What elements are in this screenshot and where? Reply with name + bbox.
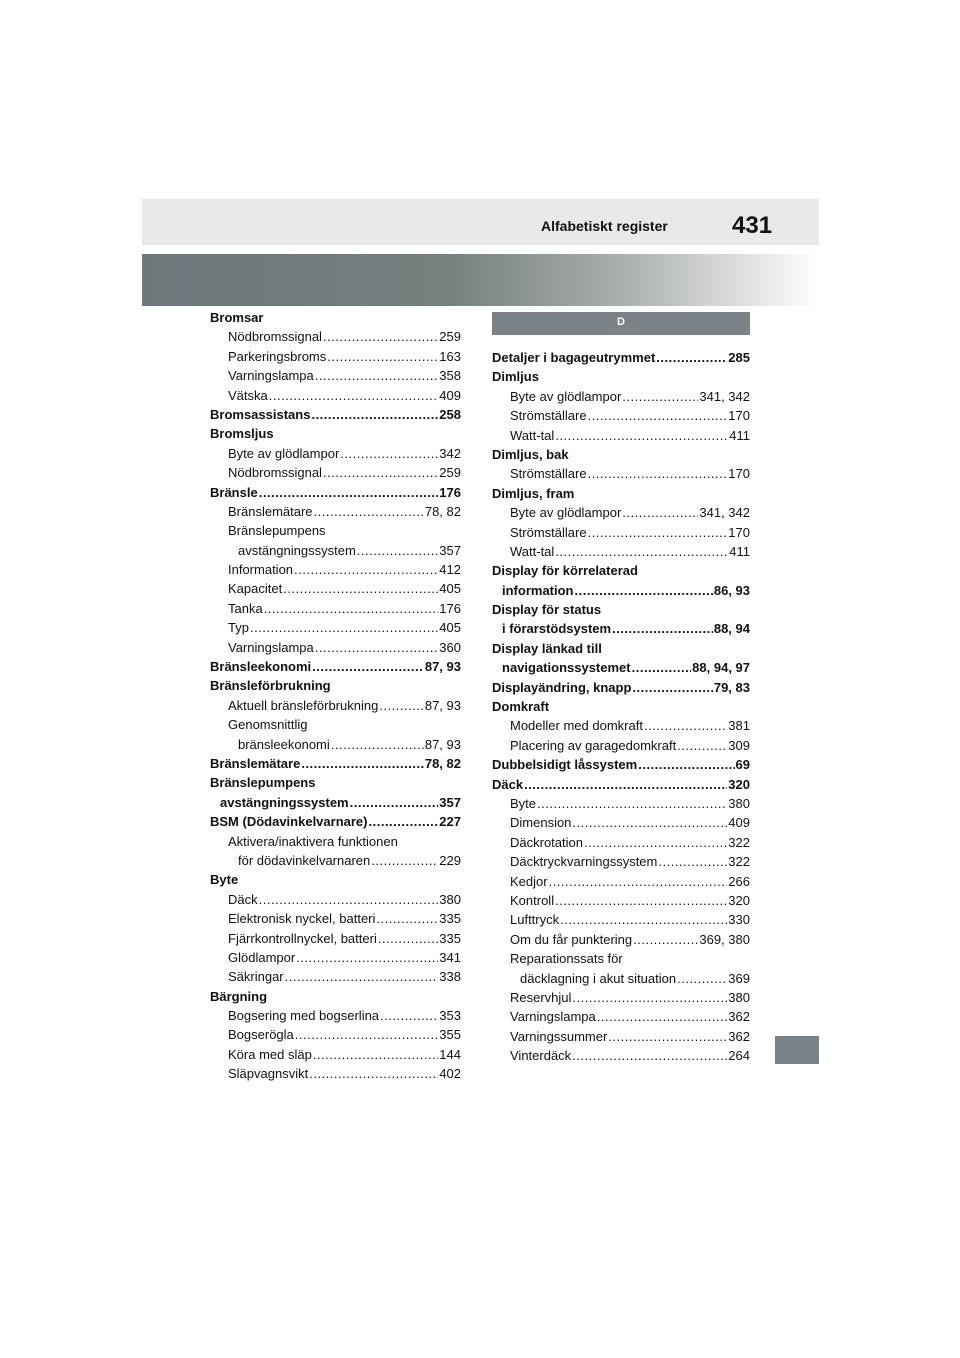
dot-leader: [376, 909, 438, 928]
index-entry-term: Bränslepumpens: [210, 775, 316, 791]
index-entry-term: Nödbromssignal: [228, 465, 322, 481]
index-entry-page-ref: 79, 83: [713, 679, 750, 695]
dot-leader: [560, 910, 727, 929]
index-entry: [210, 715, 461, 734]
dot-leader: [588, 406, 728, 425]
index-entry-term: Parkeringsbroms: [228, 348, 327, 364]
index-entry-page-ref: 341, 342: [699, 505, 750, 521]
index-entry: [210, 870, 461, 889]
index-entry: [210, 560, 461, 579]
index-entry: [210, 832, 461, 851]
index-entry: [492, 755, 750, 774]
index-entry-term: Bärgning: [210, 988, 268, 1004]
index-entry: [210, 1045, 461, 1064]
index-entry-page-ref: 87, 93: [424, 659, 461, 675]
index-entry-page-ref: 338: [439, 969, 461, 985]
index-entry: [210, 521, 461, 540]
index-entry-term: Strömställare: [510, 408, 587, 424]
index-entry-page-ref: 78, 82: [424, 755, 461, 771]
index-entry-page-ref: 88, 94, 97: [692, 660, 750, 676]
index-entry-page-ref: 309: [728, 737, 750, 753]
index-entry-term: Genomsnittlig: [228, 717, 308, 733]
index-entry-term: Köra med släp: [228, 1046, 312, 1062]
index-entry-page-ref: 369: [728, 970, 750, 986]
dot-leader: [572, 1046, 727, 1065]
dot-leader: [264, 599, 439, 618]
index-entry: [210, 405, 461, 424]
index-entry-page-ref: 411: [729, 427, 750, 443]
index-entry: [492, 949, 750, 968]
index-entry: [492, 619, 750, 638]
dot-leader: [315, 638, 439, 657]
dot-leader: [584, 833, 727, 852]
index-entry-page-ref: 362: [728, 1028, 750, 1044]
dot-leader: [323, 463, 438, 482]
dot-leader: [612, 619, 713, 638]
index-entry: [492, 581, 750, 600]
dot-leader: [314, 502, 424, 521]
dot-leader: [658, 852, 727, 871]
index-entry: [210, 483, 461, 502]
dot-leader: [622, 387, 698, 406]
index-entry-term: Däcktryckvarningssystem: [510, 854, 658, 870]
dot-leader: [524, 775, 727, 794]
index-entry-term: Bromsar: [210, 310, 264, 325]
index-entry-term: navigationssystemet: [502, 660, 631, 676]
index-entry: [210, 579, 461, 598]
index-entry-term: Bränsleekonomi: [210, 659, 312, 675]
index-entry-page-ref: 412: [439, 562, 461, 578]
index-entry-term: Reparationssats för: [510, 951, 623, 967]
index-entry-page-ref: 78, 82: [424, 503, 461, 519]
index-entry-term: Varningslampa: [228, 639, 314, 655]
index-entry: [492, 367, 750, 386]
index-entry: [210, 793, 461, 812]
dot-leader: [357, 541, 439, 560]
index-entry: [492, 600, 750, 619]
section-letter-tab: D: [492, 312, 750, 335]
index-entry-term: Display länkad till: [492, 640, 602, 656]
index-entry-page-ref: 229: [439, 852, 461, 868]
index-entry-page-ref: 259: [439, 329, 461, 345]
index-entry-page-ref: 411: [729, 543, 750, 559]
index-entry-term: Släpvagnsvikt: [228, 1066, 309, 1082]
index-entry: [210, 424, 461, 443]
dot-leader: [295, 1025, 439, 1044]
index-entry-term: däcklagning i akut situation: [520, 970, 677, 986]
dot-leader: [312, 657, 424, 676]
page-title: Alfabetiskt register: [541, 218, 668, 234]
dot-leader: [371, 851, 438, 870]
dot-leader: [572, 813, 727, 832]
dot-leader: [555, 891, 727, 910]
index-entry: [210, 890, 461, 909]
index-entry-term: information: [502, 582, 574, 598]
index-entry-page-ref: 330: [728, 912, 750, 928]
index-entry: [492, 484, 750, 503]
index-entry-page-ref: 259: [439, 465, 461, 481]
index-entry-term: Aktuell bränsleförbrukning: [228, 697, 379, 713]
index-entry-term: Dimension: [510, 815, 572, 831]
index-entry-page-ref: 357: [439, 794, 461, 810]
index-entry: [492, 988, 750, 1007]
dot-leader: [259, 483, 439, 502]
index-entry-term: i förarstödsystem: [502, 621, 612, 637]
index-entry-page-ref: 355: [439, 1027, 461, 1043]
index-entry-term: Watt-tal: [510, 543, 555, 559]
index-entry-page-ref: 369, 380: [699, 931, 750, 947]
dot-leader: [555, 426, 728, 445]
index-entry-page-ref: 227: [439, 814, 461, 830]
index-entry: [492, 775, 750, 794]
dot-leader: [294, 560, 438, 579]
index-entry-term: Nödbromssignal: [228, 329, 322, 345]
index-entry-page-ref: 320: [728, 776, 750, 792]
index-entry: [210, 909, 461, 928]
index-entry-page-ref: 264: [728, 1048, 750, 1064]
page-number: 431: [732, 212, 773, 239]
index-entry-page-ref: 170: [728, 524, 750, 540]
dot-leader: [677, 736, 727, 755]
dot-leader: [315, 366, 439, 385]
index-entry-page-ref: 335: [439, 911, 461, 927]
index-entry-term: Varningssummer: [510, 1028, 608, 1044]
index-entry-term: Vinterdäck: [510, 1048, 572, 1064]
index-entry: [492, 445, 750, 464]
index-entry-term: Strömställare: [510, 466, 587, 482]
index-entry-term: Varningslampa: [510, 1009, 596, 1025]
dot-leader: [331, 735, 424, 754]
index-entry: [210, 967, 461, 986]
index-entry-term: Display för status: [492, 602, 602, 618]
index-entry: [210, 347, 461, 366]
index-entry: [210, 386, 461, 405]
dot-leader: [378, 929, 438, 948]
index-entry: [210, 366, 461, 385]
index-entry: [492, 716, 750, 735]
index-column-right: [492, 348, 750, 1065]
dot-leader: [632, 678, 712, 697]
index-entry: [210, 735, 461, 754]
index-entry-term: Glödlampor: [228, 949, 296, 965]
index-entry-term: Däckrotation: [510, 834, 583, 850]
index-entry: [492, 736, 750, 755]
index-entry-page-ref: 87, 93: [424, 736, 461, 752]
index-entry-page-ref: 86, 93: [713, 582, 750, 598]
index-entry-term: Watt-tal: [510, 427, 555, 443]
decorative-band: [142, 254, 819, 306]
index-entry-term: Säkringar: [228, 969, 284, 985]
index-entry-page-ref: 322: [728, 854, 750, 870]
index-entry-page-ref: 402: [439, 1066, 461, 1082]
index-entry-term: Vätska: [228, 387, 268, 403]
index-entry-page-ref: 170: [728, 466, 750, 482]
dot-leader: [597, 1007, 728, 1026]
index-entry: [210, 754, 461, 773]
dot-leader: [313, 1045, 438, 1064]
index-entry: [492, 387, 750, 406]
index-entry: [492, 969, 750, 988]
index-entry-page-ref: 362: [728, 1009, 750, 1025]
index-entry-term: Byte: [210, 872, 239, 888]
index-entry: [210, 851, 461, 870]
index-entry-page-ref: 88, 94: [713, 621, 750, 637]
index-entry-term: bränsleekonomi: [238, 736, 330, 752]
index-entry-term: Bränsle: [210, 484, 258, 500]
index-entry: [210, 308, 461, 327]
index-entry-page-ref: 380: [439, 891, 461, 907]
index-entry-page-ref: 353: [439, 1008, 461, 1024]
dot-leader: [259, 890, 439, 909]
index-entry: [492, 542, 750, 561]
index-entry: [492, 426, 750, 445]
index-entry-page-ref: 380: [728, 795, 750, 811]
index-entry-term: Byte av glödlampor: [510, 505, 622, 521]
dot-leader: [250, 618, 438, 637]
index-entry: [492, 639, 750, 658]
index-entry: [492, 852, 750, 871]
index-entry: [210, 948, 461, 967]
index-entry: [210, 929, 461, 948]
index-entry-page-ref: 409: [728, 815, 750, 831]
index-entry-page-ref: 69: [735, 757, 750, 773]
dot-leader: [380, 1006, 438, 1025]
index-entry-page-ref: 341: [439, 949, 461, 965]
index-entry: [492, 910, 750, 929]
dot-leader: [622, 503, 698, 522]
index-entry: [210, 773, 461, 792]
index-entry: [210, 812, 461, 831]
index-entry-term: Bromsljus: [210, 426, 274, 442]
dot-leader: [323, 327, 438, 346]
index-entry-term: Information: [228, 562, 294, 578]
index-entry: [210, 541, 461, 560]
index-entry-page-ref: 285: [728, 350, 750, 365]
dot-leader: [677, 969, 727, 988]
index-entry-term: avstängningssystem: [220, 794, 349, 810]
dot-leader: [309, 1064, 438, 1083]
index-entry: [210, 1064, 461, 1083]
dot-leader: [350, 793, 439, 812]
index-entry-term: Aktivera/inaktivera funktionen: [228, 833, 398, 849]
index-entry-term: Modeller med domkraft: [510, 718, 643, 734]
dot-leader: [340, 444, 438, 463]
index-entry-term: Byte: [510, 795, 537, 811]
dot-leader: [632, 658, 692, 677]
dot-leader: [588, 523, 728, 542]
index-entry: [492, 930, 750, 949]
dot-leader: [283, 579, 438, 598]
index-entry-term: Kontroll: [510, 892, 555, 908]
index-entry-term: Tanka: [228, 600, 263, 616]
index-entry: [210, 463, 461, 482]
index-entry-page-ref: 405: [439, 620, 461, 636]
index-entry-term: Dimljus, fram: [492, 485, 575, 501]
index-entry-term: Om du får punktering: [510, 931, 633, 947]
index-entry-page-ref: 335: [439, 930, 461, 946]
dot-leader: [369, 812, 439, 831]
index-entry: [210, 327, 461, 346]
dot-leader: [644, 716, 727, 735]
index-entry: [492, 561, 750, 580]
index-entry: [492, 503, 750, 522]
index-entry: [492, 464, 750, 483]
index-entry-term: Bogserögla: [228, 1027, 294, 1043]
index-entry-term: Dimljus, bak: [492, 446, 569, 462]
index-entry: [492, 523, 750, 542]
index-entry-term: för dödavinkelvarnaren: [238, 852, 371, 868]
index-entry-term: avstängningssystem: [238, 542, 356, 558]
index-entry: [492, 833, 750, 852]
index-entry-term: Bränsleförbrukning: [210, 678, 331, 694]
index-entry-page-ref: 87, 93: [424, 697, 461, 713]
chapter-side-tab: [775, 1036, 819, 1064]
index-entry-page-ref: 380: [728, 989, 750, 1005]
index-entry: [210, 657, 461, 676]
index-entry-term: Bromsassistans: [210, 406, 311, 422]
index-entry-term: Varningslampa: [228, 368, 314, 384]
index-entry: [492, 678, 750, 697]
index-column-left: [210, 308, 461, 1084]
dot-leader: [633, 930, 698, 949]
dot-leader: [638, 755, 734, 774]
index-entry: [492, 406, 750, 425]
index-entry: [210, 1006, 461, 1025]
index-entry: [492, 794, 750, 813]
index-entry-term: Detaljer i bagageutrymmet: [492, 350, 656, 365]
index-entry-page-ref: 266: [728, 873, 750, 889]
index-entry-page-ref: 405: [439, 581, 461, 597]
index-entry-term: Byte av glödlampor: [510, 388, 622, 404]
index-entry-term: BSM (Dödavinkelvarnare): [210, 814, 368, 830]
dot-leader: [285, 967, 439, 986]
index-entry: [492, 348, 750, 367]
index-entry-term: Däck: [492, 776, 524, 792]
index-entry: [492, 658, 750, 677]
dot-leader: [575, 581, 713, 600]
index-entry: [210, 1025, 461, 1044]
index-entry: [210, 987, 461, 1006]
index-entry-term: Bränslemätare: [210, 755, 301, 771]
index-entry: [492, 1027, 750, 1046]
index-entry-term: Strömställare: [510, 524, 587, 540]
index-entry: [210, 502, 461, 521]
index-entry-page-ref: 322: [728, 834, 750, 850]
dot-leader: [555, 542, 728, 561]
index-entry: [492, 872, 750, 891]
dot-leader: [379, 696, 424, 715]
index-entry-term: Däck: [228, 891, 258, 907]
index-entry-term: Reservhjul: [510, 989, 572, 1005]
index-entry-page-ref: 258: [439, 406, 461, 422]
index-entry-term: Typ: [228, 620, 249, 636]
index-entry-page-ref: 176: [439, 484, 461, 500]
index-entry-term: Kapacitet: [228, 581, 283, 597]
index-entry-term: Bränslepumpens: [228, 523, 326, 539]
dot-leader: [296, 948, 438, 967]
index-entry-term: Dubbelsidigt låssystem: [492, 757, 638, 773]
index-entry: [492, 891, 750, 910]
index-entry: [492, 697, 750, 716]
index-entry-term: Bogsering med bogserlina: [228, 1008, 380, 1024]
index-entry-page-ref: 163: [439, 348, 461, 364]
index-entry-term: Displayändring, knapp: [492, 679, 632, 695]
dot-leader: [608, 1027, 727, 1046]
index-entry: [210, 618, 461, 637]
index-entry-term: Fjärrkontrollnyckel, batteri: [228, 930, 377, 946]
index-entry: [492, 813, 750, 832]
dot-leader: [656, 348, 727, 367]
index-entry-term: Bränslemätare: [228, 503, 313, 519]
index-entry-page-ref: 144: [439, 1046, 461, 1062]
index-entry-page-ref: 360: [439, 639, 461, 655]
dot-leader: [301, 754, 424, 773]
index-entry-term: Lufttryck: [510, 912, 560, 928]
index-entry-page-ref: 381: [728, 718, 750, 734]
index-entry: [492, 1007, 750, 1026]
index-entry-page-ref: 170: [728, 408, 750, 424]
index-entry: [210, 676, 461, 695]
dot-leader: [311, 405, 438, 424]
dot-leader: [327, 347, 438, 366]
index-entry-term: Elektronisk nyckel, batteri: [228, 911, 376, 927]
index-entry-page-ref: 176: [439, 600, 461, 616]
index-entry-page-ref: 341, 342: [699, 388, 750, 404]
index-entry-term: Kedjor: [510, 873, 548, 889]
index-entry: [210, 696, 461, 715]
index-entry: [210, 599, 461, 618]
index-entry-term: Domkraft: [492, 699, 550, 715]
dot-leader: [269, 386, 439, 405]
index-entry-page-ref: 342: [439, 445, 461, 461]
dot-leader: [537, 794, 727, 813]
index-entry-page-ref: 357: [439, 542, 461, 558]
index-entry-page-ref: 409: [439, 387, 461, 403]
index-entry: [492, 1046, 750, 1065]
index-entry-page-ref: 358: [439, 368, 461, 384]
dot-leader: [549, 872, 728, 891]
index-entry: [210, 638, 461, 657]
dot-leader: [572, 988, 727, 1007]
dot-leader: [588, 464, 728, 483]
index-entry: [210, 444, 461, 463]
index-entry-term: Byte av glödlampor: [228, 445, 340, 461]
index-entry-page-ref: 320: [728, 892, 750, 908]
index-entry-term: Placering av garagedomkraft: [510, 737, 677, 753]
header-bar: [142, 199, 819, 245]
index-entry-term: Display för körrelaterad: [492, 563, 638, 579]
index-entry-term: Dimljus: [492, 369, 539, 385]
